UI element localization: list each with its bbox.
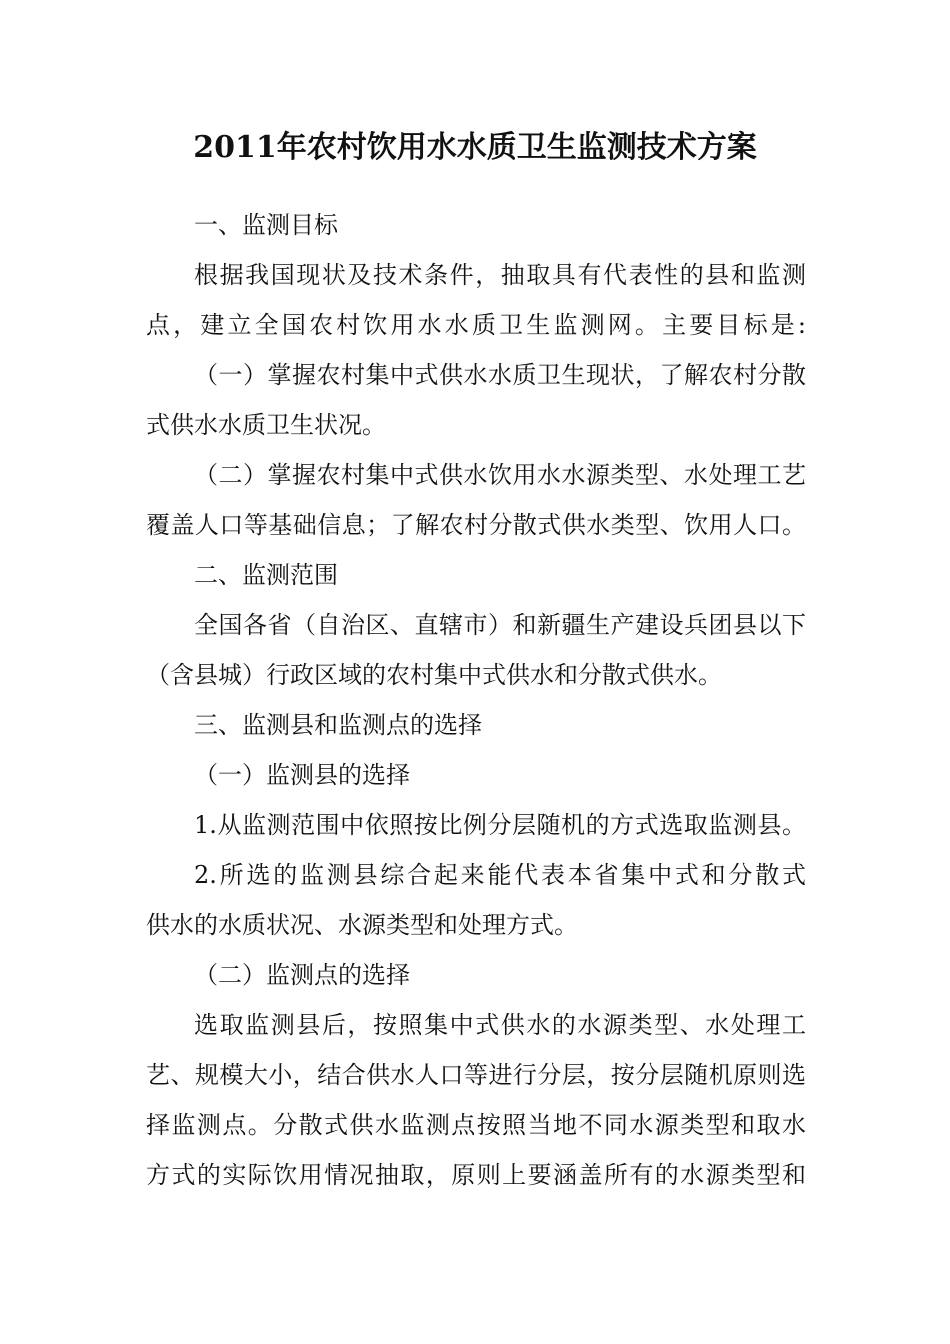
paragraph-line: 三、监测县和监测点的选择	[194, 711, 482, 739]
paragraph-line: 供水的水质状况、水源类型和处理方式。	[146, 911, 578, 939]
paragraph-line: 方式的实际饮用情况抽取，原则上要涵盖所有的水源类型和	[146, 1161, 806, 1189]
paragraph-line: （二）监测点的选择	[194, 961, 410, 989]
paragraph-line: 式供水水质卫生状况。	[146, 411, 386, 439]
paragraph-line: 2.所选的监测县综合起来能代表本省集中式和分散式	[194, 861, 806, 889]
paragraph-line: 艺、规模大小，结合供水人口等进行分层，按分层随机原则选	[146, 1061, 806, 1089]
paragraph-line: 覆盖人口等基础信息；了解农村分散式供水类型、饮用人口。	[146, 511, 806, 539]
paragraph-line: （一）掌握农村集中式供水水质卫生现状，了解农村分散	[194, 361, 806, 389]
paragraph-line: （一）监测县的选择	[194, 761, 410, 789]
paragraph-line: 全国各省（自治区、直辖市）和新疆生产建设兵团县以下	[194, 611, 806, 639]
paragraph-line: 根据我国现状及技术条件，抽取具有代表性的县和监测	[194, 261, 806, 289]
document-title: 2011年农村饮用水水质卫生监测技术方案	[193, 130, 757, 165]
paragraph-line: 1.从监测范围中依照按比例分层随机的方式选取监测县。	[194, 811, 806, 839]
paragraph-line: 选取监测县后，按照集中式供水的水源类型、水处理工	[194, 1011, 806, 1039]
paragraph-line: 点，建立全国农村饮用水水质卫生监测网。主要目标是:	[146, 311, 806, 339]
paragraph-line: 一、监测目标	[194, 211, 338, 239]
paragraph-line: （含县城）行政区域的农村集中式供水和分散式供水。	[146, 661, 722, 689]
paragraph-line: 择监测点。分散式供水监测点按照当地不同水源类型和取水	[146, 1111, 806, 1139]
document-body	[146, 200, 806, 1200]
paragraph-line: 二、监测范围	[194, 561, 338, 589]
paragraph-line: （二）掌握农村集中式供水饮用水水源类型、水处理工艺	[194, 461, 806, 489]
